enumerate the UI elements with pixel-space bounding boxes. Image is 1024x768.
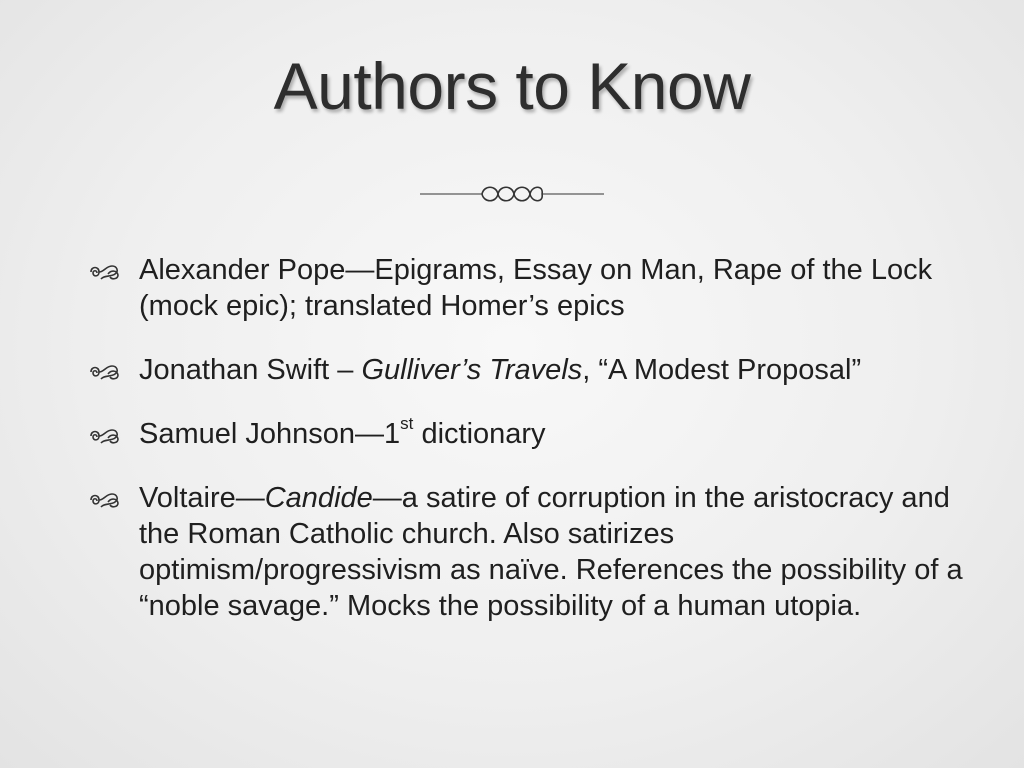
bullet-text-italic: Gulliver’s Travels [361,354,583,386]
bullet-text [139,354,861,386]
bullet-text-superscript: st [400,414,414,434]
list-item [88,416,968,452]
bullet-text-italic: Candide [264,482,373,514]
bullet-text-prefix: Jonathan Swift – [139,354,362,386]
bullet-text [139,482,963,622]
bullet-text-prefix: Samuel Johnson—1 [139,418,401,450]
scroll-flourish-icon [88,261,121,281]
bullet-text [139,414,546,450]
bullet-text-prefix: Voltaire— [139,482,265,514]
list-item [88,252,968,324]
bullet-text-suffix: —a satire of corruption in the aristocracy and the Roman Catholic church. Also satirizes optimism/progressivism as naïve. References the possibility of a “noble savage.” Mocks the possibility of a human utopia. [139,482,963,622]
list-item [88,480,968,624]
flourish-divider-icon [420,180,604,208]
scroll-flourish-icon [88,489,121,509]
bullet-list [88,252,968,652]
scroll-flourish-icon [88,425,121,445]
bullet-text: Alexander Pope—Epigrams, Essay on Man, Rape of the Lock (mock epic); translated Homer’s epics [139,254,933,322]
bullet-text-suffix: dictionary [413,418,546,450]
list-item [88,352,968,388]
bullet-text-suffix: , “A Modest Proposal” [582,354,862,386]
scroll-flourish-icon [88,361,121,381]
slide-title: Authors to Know [273,49,751,123]
